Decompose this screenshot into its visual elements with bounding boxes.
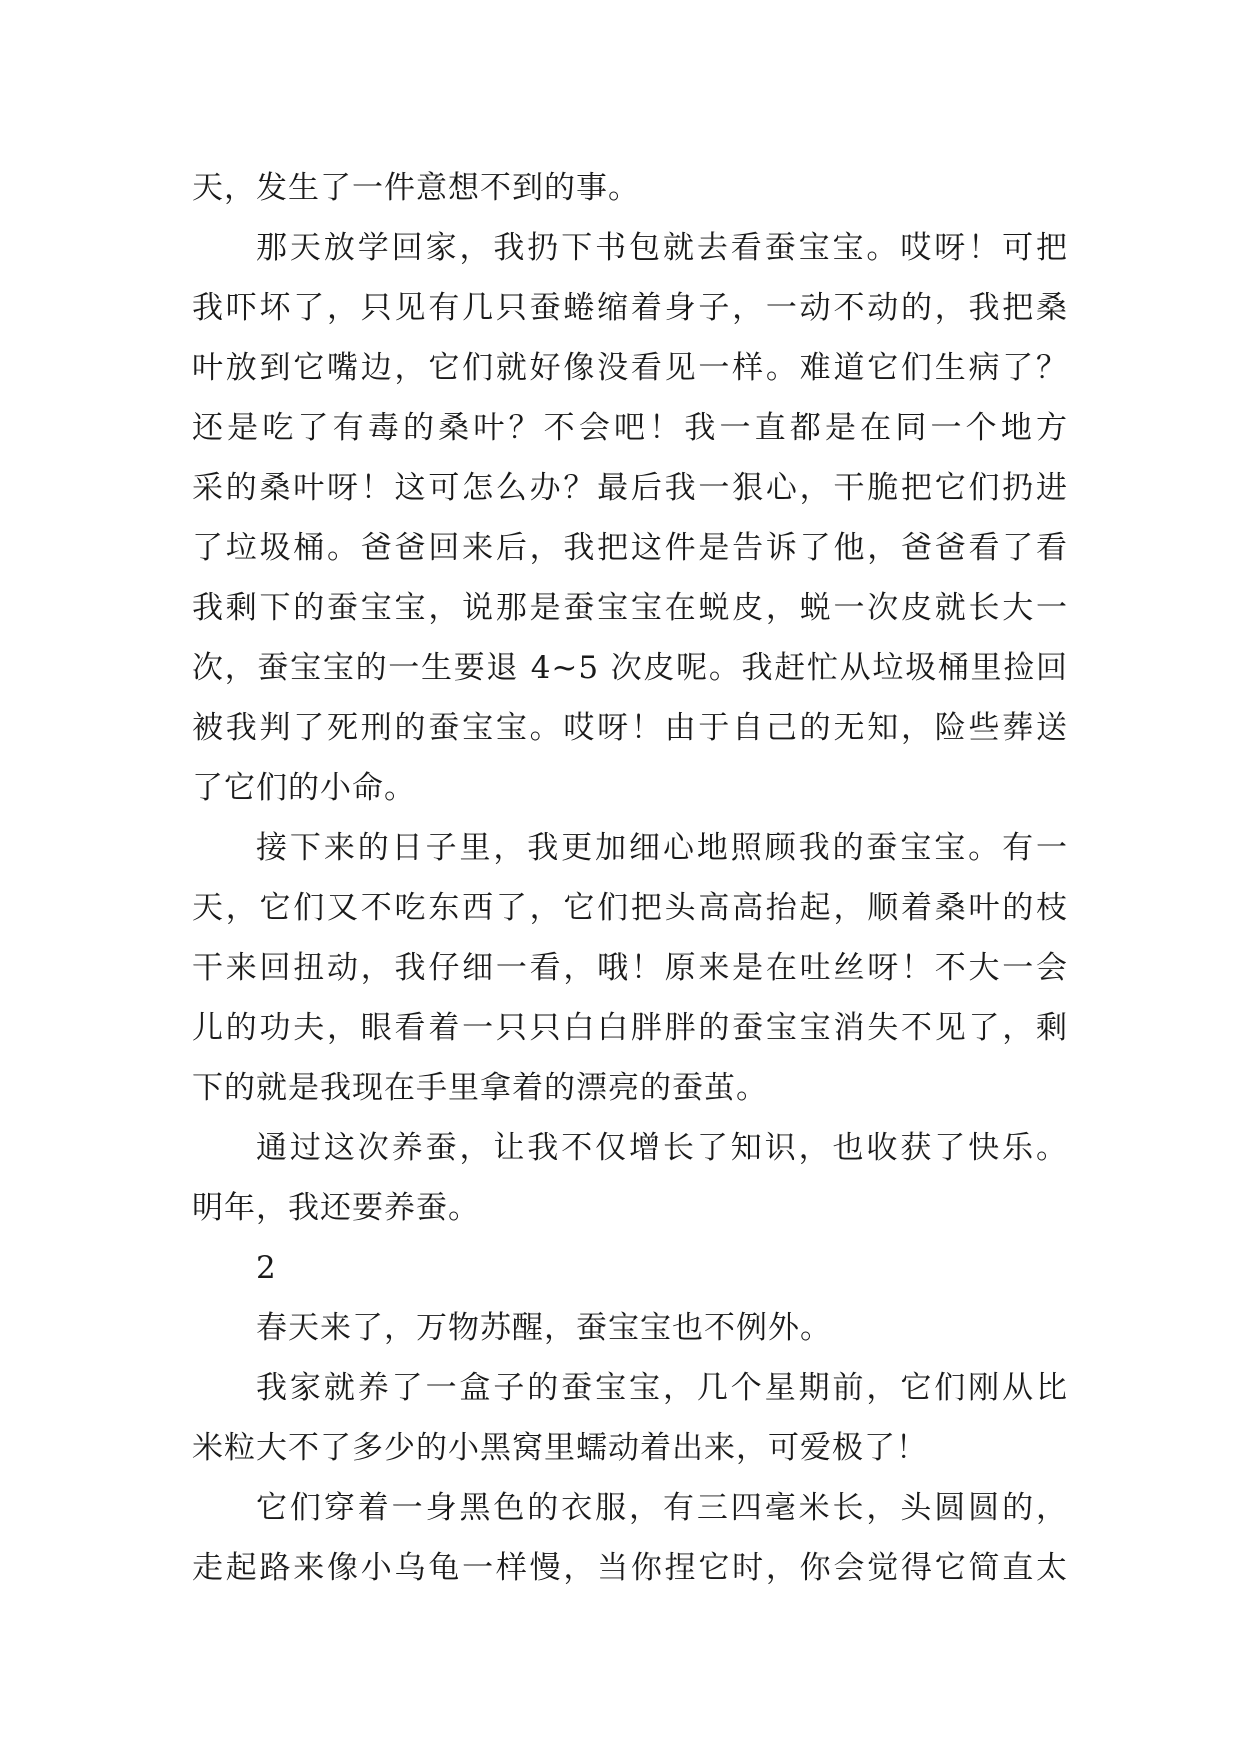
text-line: 了垃圾桶。爸爸回来后，我把这件是告诉了他，爸爸看了看 bbox=[192, 530, 1068, 566]
text-line: 还是吃了有毒的桑叶？不会吧！我一直都是在同一个地方 bbox=[192, 410, 1068, 446]
text-line: 儿的功夫，眼看着一只只白白胖胖的蚕宝宝消失不见了，剩 bbox=[192, 1010, 1068, 1046]
section-number: 2 bbox=[256, 1250, 277, 1286]
text-line: 通过这次养蚕，让我不仅增长了知识，也收获了快乐。 bbox=[256, 1130, 1068, 1166]
text-line: 被我判了死刑的蚕宝宝。哎呀！由于自己的无知，险些葬送 bbox=[192, 710, 1068, 746]
text-line: 明年，我还要养蚕。 bbox=[192, 1190, 480, 1226]
text-line: 那天放学回家，我扔下书包就去看蚕宝宝。哎呀！可把 bbox=[256, 230, 1068, 266]
text-line: 下的就是我现在手里拿着的漂亮的蚕茧。 bbox=[192, 1070, 768, 1106]
text-line: 天，发生了一件意想不到的事。 bbox=[192, 170, 640, 206]
text-line: 我剩下的蚕宝宝，说那是蚕宝宝在蜕皮，蜕一次皮就长大一 bbox=[192, 590, 1068, 626]
text-line: 我家就养了一盒子的蚕宝宝，几个星期前，它们刚从比 bbox=[256, 1370, 1068, 1406]
text-line: 接下来的日子里，我更加细心地照顾我的蚕宝宝。有一 bbox=[256, 830, 1068, 866]
text-line: 采的桑叶呀！这可怎么办？最后我一狠心，干脆把它们扔进 bbox=[192, 470, 1068, 506]
text-line: 天，它们又不吃东西了，它们把头高高抬起，顺着桑叶的枝 bbox=[192, 890, 1068, 926]
text-line: 干来回扭动，我仔细一看，哦！原来是在吐丝呀！不大一会 bbox=[192, 950, 1068, 986]
text-line: 次，蚕宝宝的一生要退 4~5 次皮呢。我赶忙从垃圾桶里捡回 bbox=[192, 650, 1068, 686]
text-line: 我吓坏了，只见有几只蚕蜷缩着身子，一动不动的，我把桑 bbox=[192, 290, 1068, 326]
text-line: 了它们的小命。 bbox=[192, 770, 416, 806]
text-line: 米粒大不了多少的小黑窝里蠕动着出来，可爱极了！ bbox=[192, 1430, 928, 1466]
text-line: 它们穿着一身黑色的衣服，有三四毫米长，头圆圆的， bbox=[256, 1490, 1068, 1526]
text-line: 走起路来像小乌龟一样慢，当你捏它时，你会觉得它简直太 bbox=[192, 1550, 1068, 1586]
document-body bbox=[192, 158, 1068, 1598]
text-line: 春天来了，万物苏醒，蚕宝宝也不例外。 bbox=[256, 1310, 832, 1346]
text-line: 叶放到它嘴边，它们就好像没看见一样。难道它们生病了？ bbox=[192, 350, 1068, 386]
